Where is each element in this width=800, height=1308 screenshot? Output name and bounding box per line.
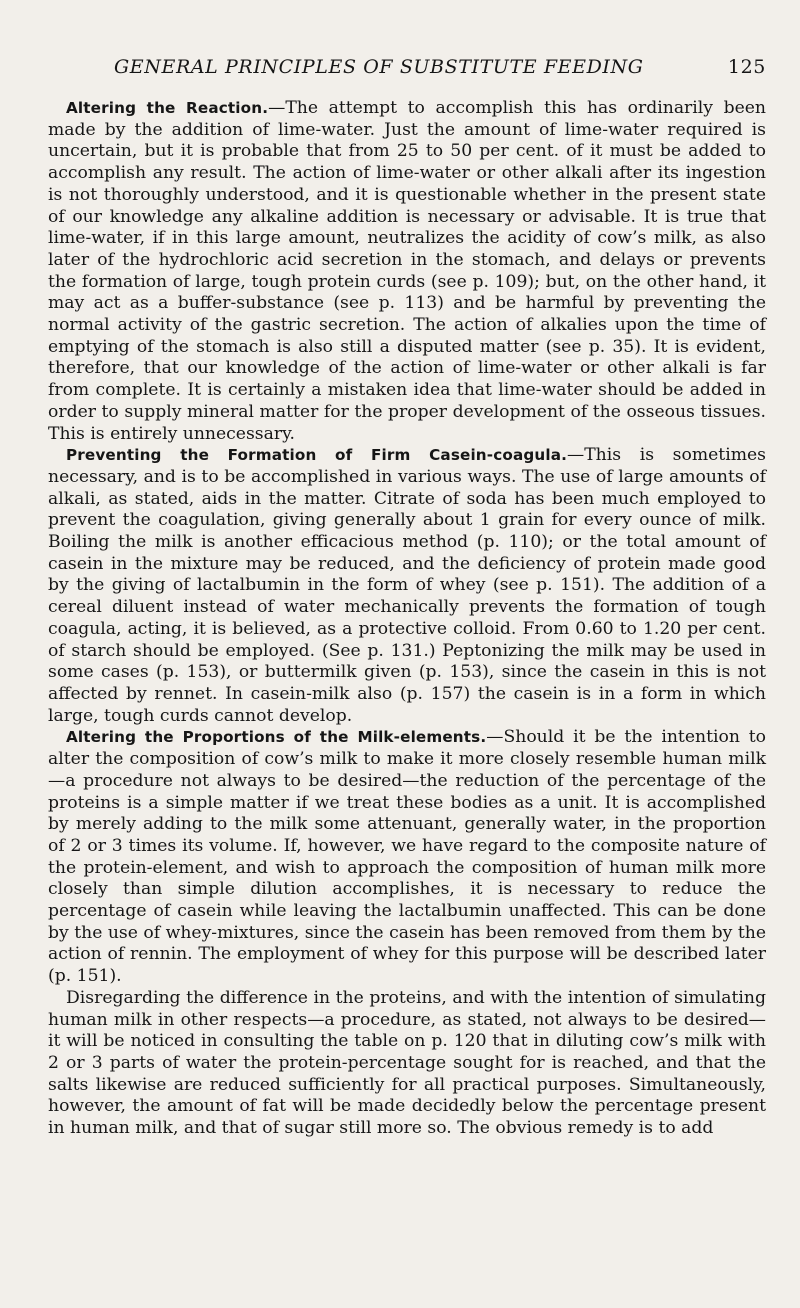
- paragraph-heading: Altering the Proportions of the Milk-elements.: [66, 728, 487, 747]
- paragraph-heading: Preventing the Formation of Firm Casein-coagula.: [66, 446, 568, 465]
- paragraph-text: —This is sometimes necessary, and is to be accomplished in various ways. The use of large amounts of alkali, as stated, aids in the matter. Citrate of soda has been much employed to prevent the coagulation, giving generally about 1 grain for every ounce of milk. Boiling the milk is another efficacious method (p. 110); or the total amount of casein in the mixture may be reduced, and the deficiency of protein made good by the giving of lactalbumin in the form of whey (see p. 151). The addition of a cereal diluent instead of water mechanically prevents the formation of tough coagula, acting, it is believed, as a protective colloid. From 0.60 to 1.20 per cent. of starch should be employed. (See p. 131.) Peptonizing the milk may be used in some cases (p. 153), or buttermilk given (p. 153), since the casein in this is not affected by rennet. In casein-milk also (p. 157) the casein is in a form in which large, tough curds cannot develop.: [48, 445, 766, 726]
- running-title: GENERAL PRINCIPLES OF SUBSTITUTE FEEDING: [114, 56, 644, 78]
- running-header: [114, 56, 766, 78]
- book-page: [48, 56, 766, 1140]
- page-number: 125: [727, 56, 766, 78]
- paragraph-text: —Should it be the intention to alter the composition of cow’s milk to make it more closely resemble human milk—a procedure not always to be desired—the reduction of the percentage of the proteins is a simple matter if we treat these bodies as a unit. It is accomplished by merely adding to the milk some attenuant, generally water, in the proportion of 2 or 3 times its volume. If, however, we have regard to the composite nature of the protein-element, and wish to approach the composition of human milk more closely than simple dilution accomplishes, it is necessary to reduce the percentage of casein while leaving the lactalbumin unaffected. This can be done by the use of whey-mixtures, since the casein has been removed from them by the action of rennin. The employment of whey for this purpose will be described later (p. 151).: [48, 727, 766, 987]
- paragraph-heading: Altering the Reaction.: [66, 99, 269, 117]
- paragraph-text: —The attempt to accomplish this has ordinarily been made by the addition of lime-water. Just the amount of lime-water required is uncertain, but it is probable that from 25 to 50 per cent. of it must be added to accomplish any result. The action of lime-water or other alkali after its ingestion is not thoroughly understood, and it is questionable whether in the present state of our knowledge any alkaline addition is necessary or advisable. It is true that lime-water, if in this large amount, neutralizes the acidity of cow’s milk, as also later of the hydrochloric acid secretion in the stomach, and delays or prevents the formation of large, tough protein curds (see p. 109); but, on the other hand, it may act as a buffer-substance (see p. 113) and be harmful by preventing the normal activity of the gastric secretion. The action of alkalies upon the time of emptying of the stomach is also still a disputed matter (see p. 35). It is evident, therefore, that our knowledge of the action of lime-water or other alkali is far from complete. It is certainly a mistaken idea that lime-water should be added in order to supply mineral matter for the proper development of the osseous tissues. This is entirely unnecessary.: [48, 98, 766, 444]
- paragraph-altering-reaction: [48, 98, 766, 445]
- paragraph-disregarding-proteins: [48, 988, 766, 1140]
- paragraph-text: Disregarding the difference in the proteins, and with the intention of simulating human milk in other respects—a procedure, as stated, not always to be desired—it will be noticed in consulting the table on p. 120 that in diluting cow’s milk with 2 or 3 parts of water the protein-percentage sought for is reached, and that the salts likewise are reduced sufficiently for all practical purposes. Simultaneously, however, the amount of fat will be made decidedly below the percentage present in human milk, and that of sugar still more so. The obvious remedy is to add: [48, 987, 766, 1139]
- paragraph-milk-elements: [48, 727, 766, 987]
- paragraph-casein-coagula: [48, 445, 766, 727]
